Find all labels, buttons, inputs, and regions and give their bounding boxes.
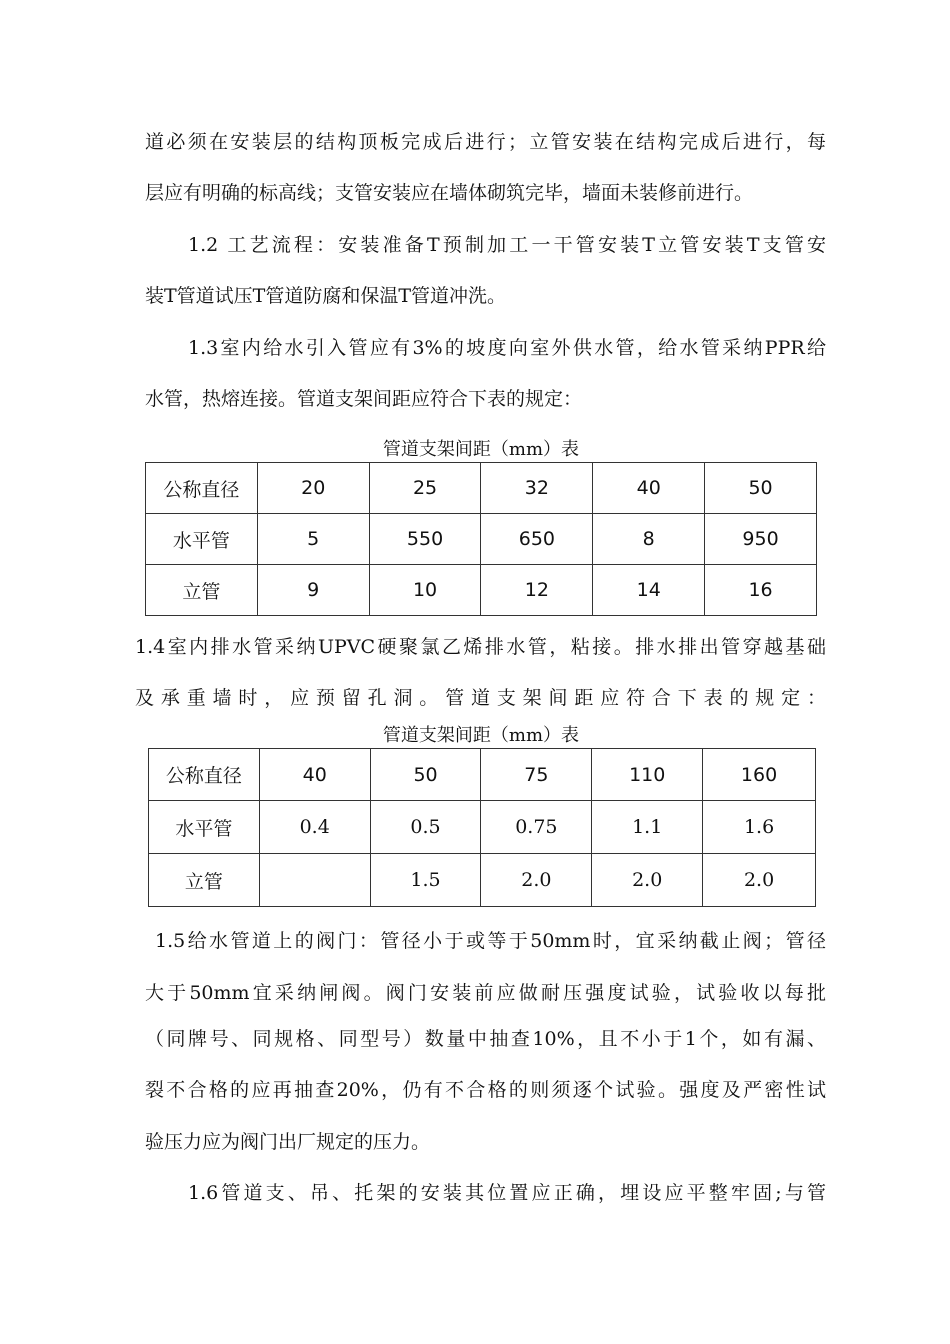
- paragraph-line: 道必须在安装层的结构顶板完成后进行；立管安装在结构完成后进行，每: [145, 131, 826, 153]
- paragraph-line: 1.2 工艺流程：安装准备T预制加工一干管安装T立管安装T支管安: [188, 234, 826, 256]
- support-spacing-table-1: [145, 462, 817, 616]
- table-cell: 40: [593, 463, 705, 514]
- table-row: [146, 514, 817, 565]
- table-cell: 10: [369, 565, 481, 616]
- table-caption: 管道支架间距（mm）表: [382, 439, 580, 460]
- paragraph-line: 1.3室内给水引入管应有3%的坡度向室外供水管，给水管采纳PPR给: [188, 337, 826, 359]
- table-cell: 2.0: [703, 854, 816, 907]
- table-cell: 1.5: [370, 854, 481, 907]
- paragraph-line: 1.6管道支、吊、托架的安装其位置应正确，埋设应平整牢固;与管: [188, 1182, 826, 1204]
- table-row: [146, 463, 817, 514]
- table-cell: 50: [705, 463, 817, 514]
- paragraph-line: 层应有明确的标高线；支管安装应在墙体砌筑完毕，墙面未装修前进行。: [145, 182, 754, 204]
- paragraph-line: 1.5给水管道上的阀门：管径小于或等于50mm时，宜采纳截止阀；管径: [155, 930, 826, 952]
- table-cell: 160: [703, 749, 816, 801]
- table-cell: 5: [257, 514, 369, 565]
- table-cell: 1.6: [703, 801, 816, 854]
- table-cell: 14: [593, 565, 705, 616]
- table-row: [149, 749, 816, 801]
- table-caption: 管道支架间距（mm）表: [382, 725, 580, 746]
- table-row: [146, 565, 817, 616]
- table-cell: 立管: [146, 565, 258, 616]
- table-cell: 650: [481, 514, 593, 565]
- table-cell: 0.5: [370, 801, 481, 854]
- table-cell: 110: [592, 749, 703, 801]
- paragraph-line: 装T管道试压T管道防腐和保温T管道冲洗。: [145, 285, 507, 307]
- table-cell: 12: [481, 565, 593, 616]
- paragraph-line: 1.4室内排水管采纳UPVC硬聚氯乙烯排水管，粘接。排水排出管穿越基础: [135, 636, 826, 658]
- paragraph-line: 大于50mm宜采纳闸阀。阀门安装前应做耐压强度试验，试验收以每批: [145, 982, 826, 1004]
- table-cell: 0.4: [259, 801, 370, 854]
- table-cell: 40: [259, 749, 370, 801]
- table-cell: 75: [481, 749, 592, 801]
- table-cell: 8: [593, 514, 705, 565]
- table-cell: 950: [705, 514, 817, 565]
- support-spacing-table-2: [148, 748, 816, 907]
- paragraph-line: 水管，热熔连接。管道支架间距应符合下表的规定：: [145, 388, 583, 410]
- table-cell: 水平管: [149, 801, 260, 854]
- table-cell: 2.0: [592, 854, 703, 907]
- table-cell: 16: [705, 565, 817, 616]
- table-cell: 1.1: [592, 801, 703, 854]
- paragraph-line: 验压力应为阀门出厂规定的压力。: [145, 1131, 431, 1153]
- table-row: [149, 801, 816, 854]
- table-cell: 50: [370, 749, 481, 801]
- paragraph-line: 裂不合格的应再抽查20%，仍有不合格的则须逐个试验。强度及严密性试: [145, 1079, 826, 1101]
- table-cell: 32: [481, 463, 593, 514]
- table-cell: [259, 854, 370, 907]
- table-cell: 立管: [149, 854, 260, 907]
- table-cell: 水平管: [146, 514, 258, 565]
- table-cell: 25: [369, 463, 481, 514]
- table-cell: 公称直径: [149, 749, 260, 801]
- table-cell: 0.75: [481, 801, 592, 854]
- table-cell: 20: [257, 463, 369, 514]
- table-cell: 2.0: [481, 854, 592, 907]
- table-row: [149, 854, 816, 907]
- paragraph-line: 及承重墙时，应预留孔洞。管道支架间距应符合下表的规定：: [135, 687, 826, 709]
- paragraph-line: （同牌号、同规格、同型号）数量中抽查10%，且不小于1个，如有漏、: [145, 1028, 826, 1050]
- table-cell: 550: [369, 514, 481, 565]
- table-cell: 9: [257, 565, 369, 616]
- table-cell: 公称直径: [146, 463, 258, 514]
